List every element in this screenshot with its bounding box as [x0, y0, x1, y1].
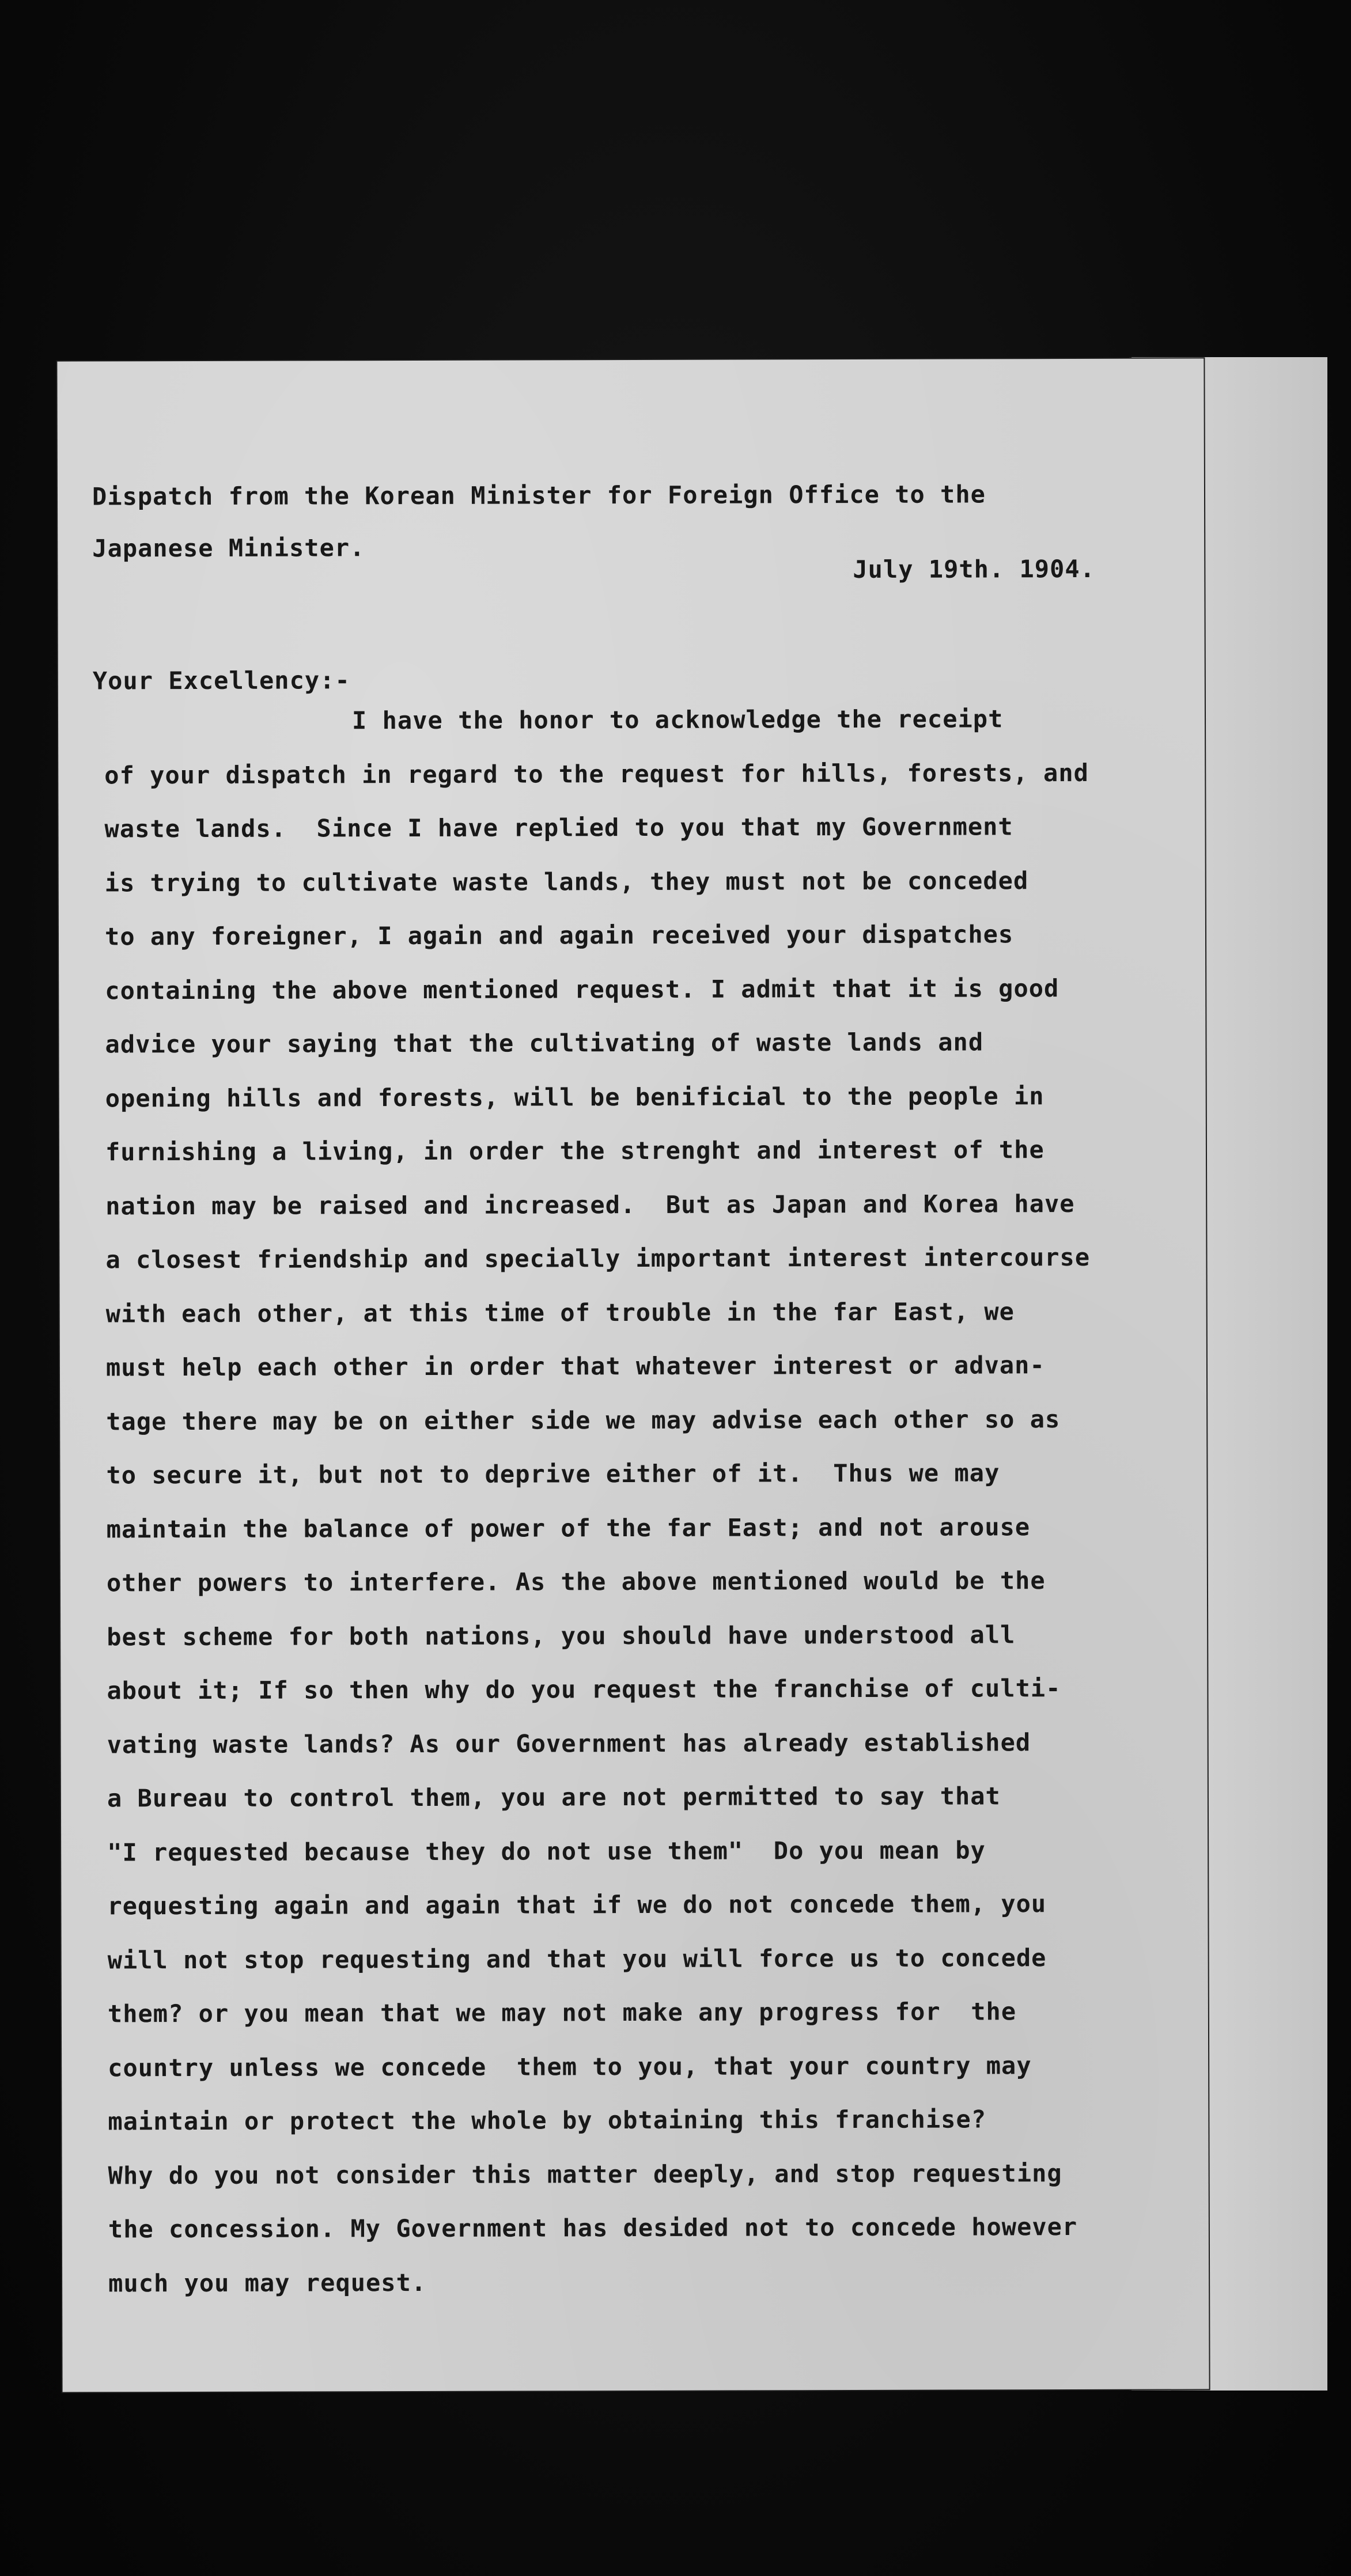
body-line: a Bureau to control them, you are not permitted to say that — [107, 1782, 1001, 1813]
body-line: to secure it, but not to deprive either of it. Thus we may — [106, 1459, 1000, 1490]
body-line: Why do you not consider this matter deeply, and stop requesting — [108, 2158, 1062, 2189]
body-line: the concession. My Government has desided not to concede however — [108, 2212, 1078, 2244]
body-line: with each other, at this time of trouble in the far East, we — [105, 1297, 1015, 1328]
body-line: to any foreigner, I again and again received your dispatches — [104, 920, 1014, 951]
body-line: about it; If so then why do you request the franchise of culti- — [107, 1674, 1061, 1705]
document-text — [92, 359, 1170, 2297]
body-line: opening hills and forests, will be benificial to the people in — [105, 1081, 1045, 1112]
body-line: is trying to cultivate waste lands, they must not be conceded — [104, 866, 1029, 897]
body-line: requesting again and again that if we do not concede them, you — [107, 1889, 1047, 1920]
body-line: of your dispatch in regard to the request for hills, forests, and — [104, 758, 1089, 789]
body-line: other powers to interfere. As the above mentioned would be the — [106, 1566, 1046, 1597]
body-line: advice your saying that the cultivating of waste lands and — [105, 1028, 984, 1059]
body-line: tage there may be on either side we may advise each other so as — [106, 1404, 1061, 1435]
body-line: I have the honor to acknowledge the receipt — [351, 704, 1004, 735]
body-line: maintain the balance of power of the far East; and not arouse — [106, 1512, 1031, 1543]
body-line: a closest friendship and specially important interest intercourse — [105, 1242, 1091, 1274]
body-line: much you may request. — [108, 2268, 427, 2297]
document-date: July 19th. 1904. — [853, 554, 1095, 584]
body-line: maintain or protect the whole by obtaining this franchise? — [108, 2105, 987, 2136]
salutation: Your Excellency:- — [92, 666, 350, 695]
body-line: will not stop requesting and that you will force us to concede — [107, 1943, 1047, 1974]
body-line: them? or you mean that we may not make any progress for the — [107, 1997, 1017, 2028]
body-line: vating waste lands? As our Government has already established — [107, 1728, 1031, 1759]
body-line: "I requested because they do not use them" Do you mean by — [107, 1835, 986, 1866]
body-line: waste lands. Since I have replied to you that my Government — [104, 812, 1013, 843]
body-line: must help each other in order that whatever interest or advan- — [105, 1351, 1045, 1382]
document-page — [57, 358, 1209, 2392]
body-line: nation may be raised and increased. But as Japan and Korea have — [105, 1189, 1075, 1220]
heading-line-2: Japanese Minister. — [92, 533, 365, 563]
body-line: furnishing a living, in order the strenght and interest of the — [105, 1135, 1045, 1166]
body-line: country unless we concede them to you, that your country may — [108, 2051, 1032, 2082]
heading-line-1: Dispatch from the Korean Minister for Foreign Office to the — [92, 480, 986, 511]
body-line: best scheme for both nations, you should have understood all — [107, 1620, 1016, 1651]
body-line: containing the above mentioned request. I admit that it is good — [105, 973, 1059, 1005]
